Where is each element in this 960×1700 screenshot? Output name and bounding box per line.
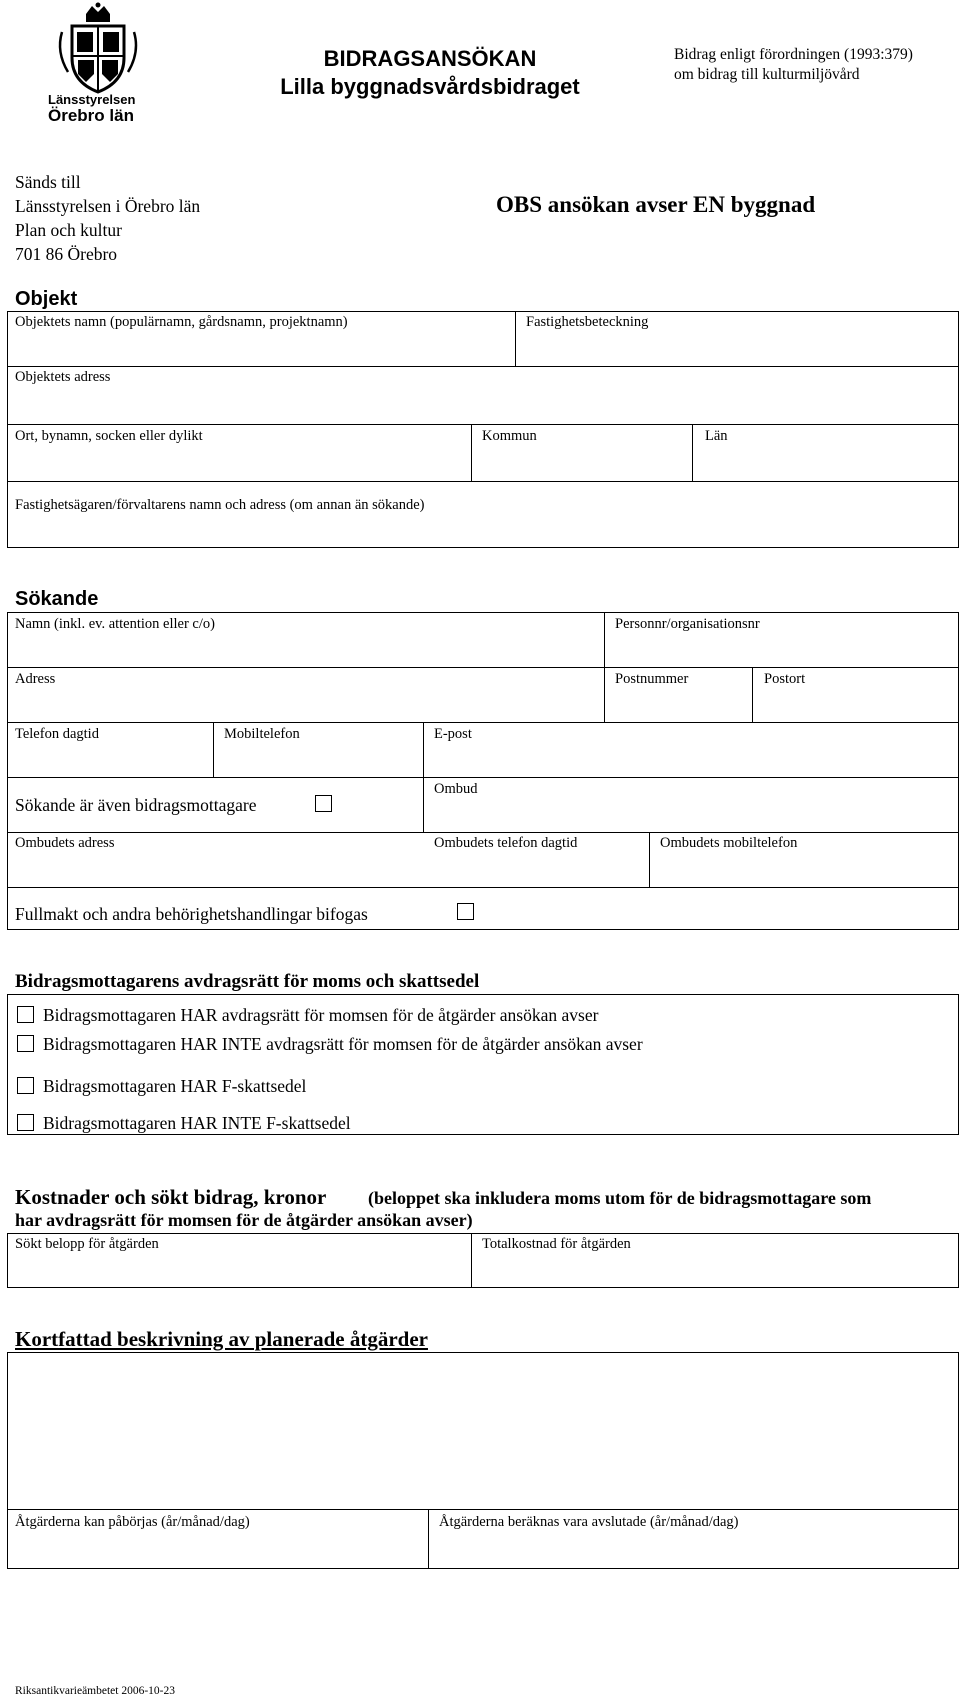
- logo-text-line1: Länsstyrelsen: [48, 92, 136, 107]
- mottagare-label: Sökande är även bidragsmottagare: [15, 795, 257, 815]
- coat-of-arms-icon: [48, 2, 148, 94]
- ombud-label: Ombud: [434, 781, 478, 797]
- kommun-label: Kommun: [482, 428, 537, 444]
- logo-text-line2: Örebro län: [48, 106, 134, 125]
- beskrivning-box[interactable]: [7, 1352, 959, 1569]
- fullmakt-label: Fullmakt och andra behörighetshandlingar bifogas: [15, 904, 368, 924]
- address-line2: Länsstyrelsen i Örebro län: [15, 196, 201, 216]
- ombud-telefon-label: Ombudets telefon dagtid: [434, 835, 578, 851]
- sokt-belopp-label: Sökt belopp för åtgärden: [15, 1236, 159, 1252]
- obs-note: OBS ansökan avser EN byggnad: [496, 192, 816, 217]
- ort-label: Ort, bynamn, socken eller dylikt: [15, 428, 203, 444]
- address-line1: Sänds till: [15, 172, 81, 192]
- regulation-line2: om bidrag till kulturmiljövård: [674, 66, 860, 83]
- kostnader-heading: Kostnader och sökt bidrag, kronor: [15, 1185, 327, 1209]
- objekt-heading: Objekt: [15, 288, 78, 310]
- ombud-mobil-label: Ombudets mobiltelefon: [660, 835, 798, 851]
- objekt-name-label: Objektets namn (populärnamn, gårdsnamn, projektnamn): [15, 314, 348, 330]
- avslutade-label: Åtgärderna beräknas vara avslutade (år/månad/dag): [439, 1514, 739, 1530]
- postort-label: Postort: [764, 671, 806, 687]
- mobil-label: Mobiltelefon: [224, 726, 300, 742]
- personnr-label: Personnr/organisationsnr: [615, 616, 760, 632]
- telefon-label: Telefon dagtid: [15, 726, 99, 742]
- moms-har-avdragsratt-checkbox[interactable]: [17, 1006, 34, 1023]
- logo: [48, 2, 148, 130]
- inte-f-skattsedel-label: Bidragsmottagaren HAR INTE F-skattsedel: [43, 1113, 351, 1133]
- form-title: BIDRAGSANSÖKAN: [323, 46, 537, 71]
- moms-har-inte-avdragsratt-checkbox[interactable]: [17, 1035, 34, 1052]
- lan-label: Län: [705, 428, 728, 444]
- beskrivning-heading: Kortfattad beskrivning av planerade åtgärder: [15, 1327, 428, 1351]
- postnummer-label: Postnummer: [615, 671, 689, 687]
- inte-f-skattsedel-checkbox[interactable]: [17, 1114, 34, 1131]
- moms-har-inte-avdragsratt-label: Bidragsmottagaren HAR INTE avdragsrätt för momsen för de åtgärder ansökan avser: [43, 1034, 643, 1054]
- address-line3: Plan och kultur: [15, 220, 122, 240]
- sokande-box: [7, 612, 959, 930]
- f-skattsedel-checkbox[interactable]: [17, 1077, 34, 1094]
- moms-heading: Bidragsmottagarens avdragsrätt för moms och skattsedel: [15, 971, 480, 992]
- address-line4: 701 86 Örebro: [15, 244, 118, 264]
- regulation-line1: Bidrag enligt förordningen (1993:379): [674, 46, 913, 63]
- fastighetsagare-label: Fastighetsägaren/förvaltarens namn och adress (om annan än sökande): [15, 497, 425, 513]
- f-skattsedel-label: Bidragsmottagaren HAR F-skattsedel: [43, 1076, 307, 1096]
- ombud-adress-label: Ombudets adress: [15, 835, 115, 851]
- form-subtitle: Lilla byggnadsvårdsbidraget: [280, 74, 580, 99]
- objekt-adress-label: Objektets adress: [15, 369, 111, 385]
- namn-label: Namn (inkl. ev. attention eller c/o): [15, 616, 215, 632]
- sokande-heading: Sökande: [15, 588, 99, 610]
- epost-label: E-post: [434, 726, 472, 742]
- paborjas-label: Åtgärderna kan påbörjas (år/månad/dag): [15, 1514, 250, 1530]
- fullmakt-checkbox[interactable]: [457, 903, 474, 920]
- kostnader-note-line2: har avdragsrätt för momsen för de åtgärder ansökan avser): [15, 1210, 473, 1230]
- fastighetsbeteckning-label: Fastighetsbeteckning: [526, 314, 649, 330]
- sokande-adress-label: Adress: [15, 671, 56, 687]
- footer-text: Riksantikvarieämbetet 2006-10-23: [15, 1685, 176, 1697]
- kostnader-note-line1: (beloppet ska inkludera moms utom för de bidragsmottagare som: [368, 1188, 872, 1208]
- mottagare-checkbox[interactable]: [315, 795, 332, 812]
- totalkostnad-label: Totalkostnad för åtgärden: [482, 1236, 631, 1252]
- moms-har-avdragsratt-label: Bidragsmottagaren HAR avdragsrätt för momsen för de åtgärder ansökan avser: [43, 1005, 599, 1025]
